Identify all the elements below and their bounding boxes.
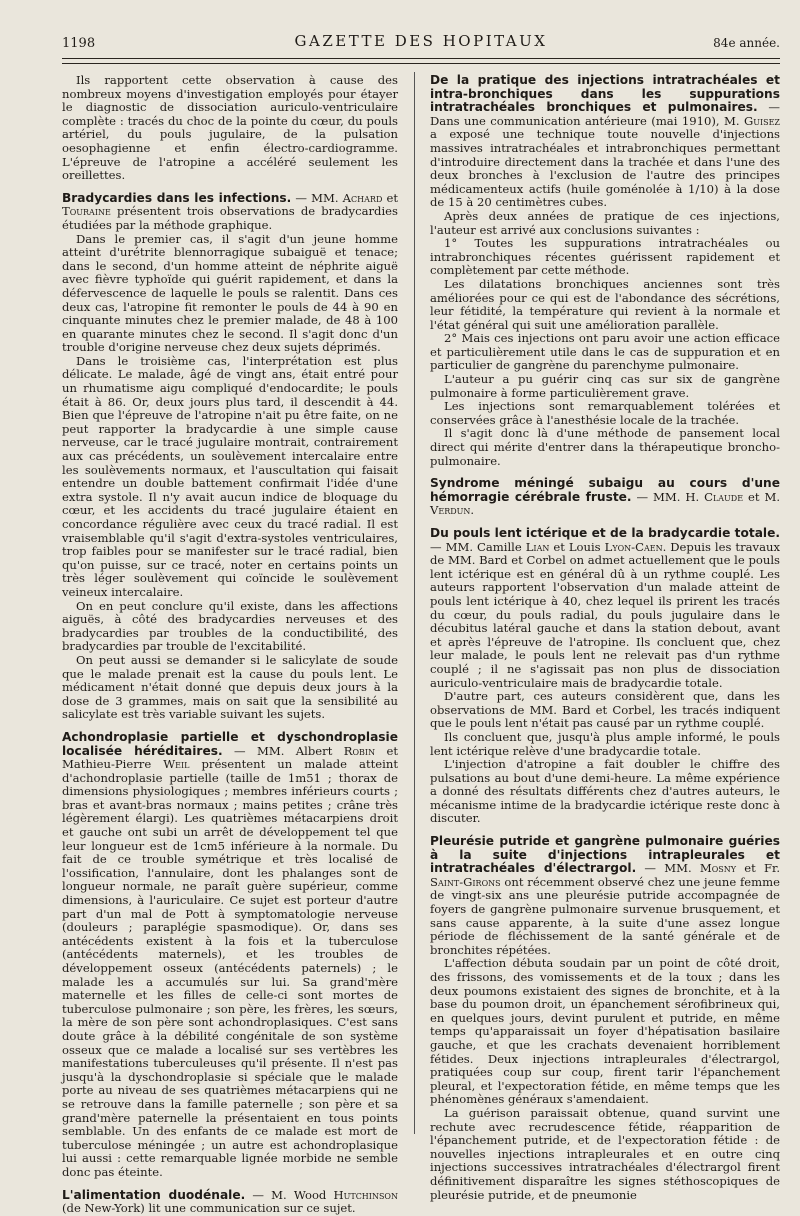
article-bradycardies: Bradycardies dans les infections. — MM. Achard et Touraine présentent trois observations de bradycardies étudiées par la méthode graphique. <box>62 190 399 232</box>
author-name: Achard <box>342 190 383 205</box>
author-name: Lyon-Caen <box>604 539 663 554</box>
article-achondroplasie: Achondroplasie partielle et dyschondroplasie localisée héréditaires. — MM. Albert Robin et Mathieu-Pierre Weil présentent un malade atteint d'achondroplasie partielle (taille de 1m51 ; thorax de dimensions physiologiques ; membres inférieurs courts ; bras et avant-bras normaux ; mains petites ; crâne très légèrement élargi). Les quatrièmes métacarpiens droit et gauche ont subi un arrêt de développement tel que leur longueur est de 1cm5 inférieure à la normale. Du fait de ce trouble symétrique et très localisé de l'ossification, l'annulaire, dont les phalanges sont de longueur normale, ne paraît guère supérieur, comme dimensions, à l'auriculaire. Ce sujet est porteur d'autre part d'un mal de Pott à symptomatologie nerveuse (douleurs ; paraplégie spasmodique). Or, dans ses antécédents existent à la fois et la tuberculose (antécédents maternels), et les troubles de développement osseux (antécédents paternels) ; le malade les a accumulés sur lui. Sa grand'mère maternelle et les filles de celle-ci sont mortes de tuberculose pulmonaire ; son père, les frères, les sœurs, la mère de son père sont achondroplasiques. C'est sans doute grâce à la débilité congénitale de son système osseux que ce malade a localisé sur ses vertèbres les manifestations tuberculeuses qu'il présente. Il n'est pas jusqu'à la dyschondroplasie si spéciale que le malade porte au niveau de ses quatrièmes métacarpiens qui ne se retrouve dans la famille paternelle ; son père et sa grand'mère paternelle la présentaient en tous points semblable. Un des enfants de ce malade est mort de tuberculose méningée ; un autre est achondroplasique lui aussi : cette remarquable lignée morbide ne semble donc pas éteinte. <box>62 729 398 1179</box>
column-divider <box>414 72 415 1134</box>
paragraph: Ils rapportent cette observation à cause des nombreux moyens d'investigation employés pour étayer le diagnostic de dissociation auriculo-ventriculaire complète : tracés du choc de la pointe du cœur, du pouls artériel, du pouls jugulaire, de la pulsation oesophagienne et enfin électro-cardiogramme. L'épreuve de l'atropine a accéléré seulement les oreillettes. <box>62 73 398 183</box>
article-injections: De la pratique des injections intratrachéales et intra-bronchiques dans les suppurations intratrachéales bronchiques et pulmonaires. — Dans une communication antérieure (mai 1910), M. Guisez a exposé une technique toute nouvelle d'injections massives intratrachéales et intrabronchiques permettant d'introduire directement dans la trachée et dans l'une des deux bronches à l'exclusion de l'autre des principes médicamenteux actifs (huile goménolée à 1/10) à la dose de 15 à 20 centimètres cubes. <box>430 73 781 210</box>
author-name: Guisez <box>743 113 780 128</box>
author-name: Mosny <box>699 861 737 876</box>
paragraph: Dans le troisième cas, l'interprétation est plus délicate. Le malade, âgé de vingt ans, était entré pour un rhumatisme aigu compliqué d'endocardite; le pouls était à 86. Or, deux jours plus tard, il descendit à 44. Bien que l'épreuve de l'atropine n'ait pu être faite, on ne peut rapporter la bradycardie à une simple cause nerveuse, car le tracé jugulaire montrait, contrairement aux cas précédents, un soulèvement intercalaire entre les soulèvements normaux, et l'auscultation qui faisait entendre un double battement confirmait l'idée d'une extra systole. Il n'y avait aucun indice de bloquage du cœur, et les accidents du tracé jugulaire étaient en concordance régulière avec ceux du tracé radial. Il est vraisemblable qu'il s'agit d'extra-systoles ventriculaires, trop faibles pour se manifester sur le tracé radial, bien qu'on puisse, sur ce tracé, noter en certains points un très léger soulèvement qui coïncide le soulèvement veineux intercalaire. <box>62 353 398 599</box>
article-alimentation: L'alimentation duodénale. — M. Wood Hutchinson (de New-York) lit une communication sur ce sujet. <box>62 1187 398 1216</box>
paragraph: L'auteur a pu guérir cinq cas sur six de gangrène pulmonaire à forme particulièrement grave. <box>430 372 780 400</box>
author-name: Lian <box>525 539 550 554</box>
article-pleuresie: Pleurésie putride et gangrène pulmonaire guéries à la suite d'injections intrapleurales et intratrachéales d'électrargol. — MM. Mosny et Fr. Saint-Girons ont récemment observé chez une jeune femme de vingt-six ans une pleurésie putride accompagnée de foyers de gangrène pulmonaire survenue brusquement, et sans cause apparente, à la suite d'une assez longue période de fléchissement de la santé générale et de bronchites répétées. <box>430 834 781 957</box>
author-name: Saint-Girons <box>430 874 501 889</box>
page-number: 1198 <box>62 36 96 51</box>
paragraph: On peut aussi se demander si le salicylate de soude que le malade prenait est la cause du pouls lent. Le médicament n'était donné que depuis deux jours à la dose de 3 grammes, mais on sait que la sensibilité au salicylate est très variable suivant les sujets. <box>62 652 398 722</box>
author-name: Claude <box>704 489 744 504</box>
journal-title: GAZETTE DES HOPITAUX <box>294 32 548 50</box>
header-rule-thin <box>62 63 780 64</box>
paragraph: 2° Mais ces injections ont paru avoir une action efficace et particulièrement utile dans le cas de suppuration et en particulier de gangrène du parenchyme pulmonaire. <box>430 331 780 373</box>
page-header <box>62 30 780 54</box>
article-title: Bradycardies dans les infections. <box>62 190 292 205</box>
article-title: L'alimentation duodénale. <box>62 1187 246 1202</box>
article-title: Pleurésie putride et gangrène pulmonaire guéries à la suite d'injections intrapleurales et intratrachéales d'électrargol. <box>430 834 780 876</box>
article-syndrome-meninge: Syndrome méningé subaigu au cours d'une hémorragie cérébrale fruste. — MM. H. Claude et M. Verdun. <box>430 476 781 518</box>
article-pouls-lent: Du pouls lent ictérique et de la bradycardie totale. — MM. Camille Lian et Louis Lyon-Caen. Depuis les travaux de MM. Bard et Corbel on admet actuellement que le pouls lent ictérique est en général dû à un rythme couplé. Les auteurs rapportent l'observation d'un malade atteint de pouls lent ictérique à 40, chez lequel ils prirent les tracés du cœur, du pouls radial, du pouls jugulaire dans le décubitus latéral gauche et dans la station debout, avant et après l'épreuve de l'atropine. Ils concluent que, chez leur malade, le pouls lent ne relevait pas d'un rythme couplé ; il ne s'agissait pas non plus de dissociation auriculo-ventriculaire mais de bradycardie totale. <box>430 526 780 690</box>
volume-year: 84e année. <box>713 36 780 50</box>
paragraph: Après deux années de pratique de ces injections, l'auteur est arrivé aux conclusions suivantes : <box>430 208 780 237</box>
article-title: Du pouls lent ictérique et de la bradycardie totale. <box>430 526 780 540</box>
paragraph: Les injections sont remarquablement tolérées et conservées grâce à l'anesthésie locale de la trachée. <box>430 399 780 427</box>
author-name: Verdun <box>430 503 471 518</box>
paragraph: La guérison paraissait obtenue, quand survint une rechute avec recrudescence fétide, réapparition de l'épanchement putride, et de l'expectoration fétide : de nouvelles injections intrapleurales et en outre cinq injections successives intratrachéales d'électrargol firent définitivement disparaître les signes stéthoscopiques de pleurésie putride, et de pneumonie <box>430 1105 780 1202</box>
paragraph: 1° Toutes les suppurations intratrachéales ou intrabronchiques récentes guérissent rapidement et complètement par cette méthode. <box>430 236 780 278</box>
paragraph: D'autre part, ces auteurs considèrent que, dans les observations de MM. Bard et Corbel, les tracés indiquent que le pouls lent n'était pas causé par un rythme couplé. <box>430 689 780 731</box>
left-column <box>62 73 399 1216</box>
article-title: De la pratique des injections intratrachéales et intra-bronchiques dans les suppurations intratrachéales bronchiques et pulmonaires. <box>430 73 780 115</box>
author-name: Robin <box>343 743 376 758</box>
paragraph: On en peut conclure qu'il existe, dans les affections aiguës, à côté des bradycardies nerveuses et des bradycardies par troubles de la conductibilité, des bradycardies par trouble de l'excitabilité. <box>62 598 398 654</box>
paragraph: L'affection débuta soudain par un point de côté droit, des frissons, des vomissements et de la toux ; dans les deux poumons existaient des signes de bronchite, et à la base du poumon droit, un épanchement sérofibrineux qui, en quelques jours, devint purulent et putride, en même temps qu'apparaissait un foyer d'hépatisation basilaire gauche, et que les crachats devenaient horriblement fétides. Deux injections intrapleurales d'électrargol, pratiquées coup sur coup, firent tarir l'épanchement pleural, et l'expectoration fétide, en même temps que les phénomènes généraux s'amendaient. <box>430 956 780 1107</box>
paragraph: Les dilatations bronchiques anciennes sont très améliorées pour ce qui est de l'abondance des sécrétions, leur fétidité, la température qui revient à la normale et l'état général qui suit une amélioration parallèle. <box>430 276 780 332</box>
author-name: Weil <box>163 757 190 772</box>
right-column <box>430 73 781 1202</box>
author-name: Touraine <box>62 204 111 219</box>
paragraph: Ils concluent que, jusqu'à plus ample informé, le pouls lent ictérique relève d'une bradycardie totale. <box>430 729 780 758</box>
author-name: Hutchinson <box>333 1187 398 1202</box>
header-rule-thick <box>62 58 780 59</box>
article-title: Syndrome méningé subaigu au cours d'une hémorragie cérébrale fruste. <box>430 476 780 504</box>
paragraph: L'injection d'atropine a fait doubler le chiffre des pulsations au bout d'une demi-heure. La même expérience a donné des résultats différents chez d'autres auteurs, le mécanisme intime de la bradycardie ictérique reste donc à discuter. <box>430 757 780 826</box>
paragraph: Dans le premier cas, il s'agit d'un jeune homme atteint d'urétrite blennorragique subaiguë et tenace; dans le second, d'un homme atteint de néphrite aiguë avec fièvre typhoïde qui guérit rapidement, et dans la défervescence de laquelle le pouls se ralentit. Dans ces deux cas, l'atropine fit remonter le pouls de 44 à 90 en cinquante minutes chez le premier malade, de 48 à 100 en quarante minutes chez le second. Il s'agit donc d'un trouble d'origine nerveuse chez deux sujets déprimés. <box>62 231 398 355</box>
article-title: Achondroplasie partielle et dyschondroplasie localisée héréditaires. <box>62 729 398 758</box>
paragraph: Il s'agit donc là d'une méthode de pansement local direct qui mérite d'entrer dans la thérapeutique broncho-pulmonaire. <box>430 426 780 468</box>
